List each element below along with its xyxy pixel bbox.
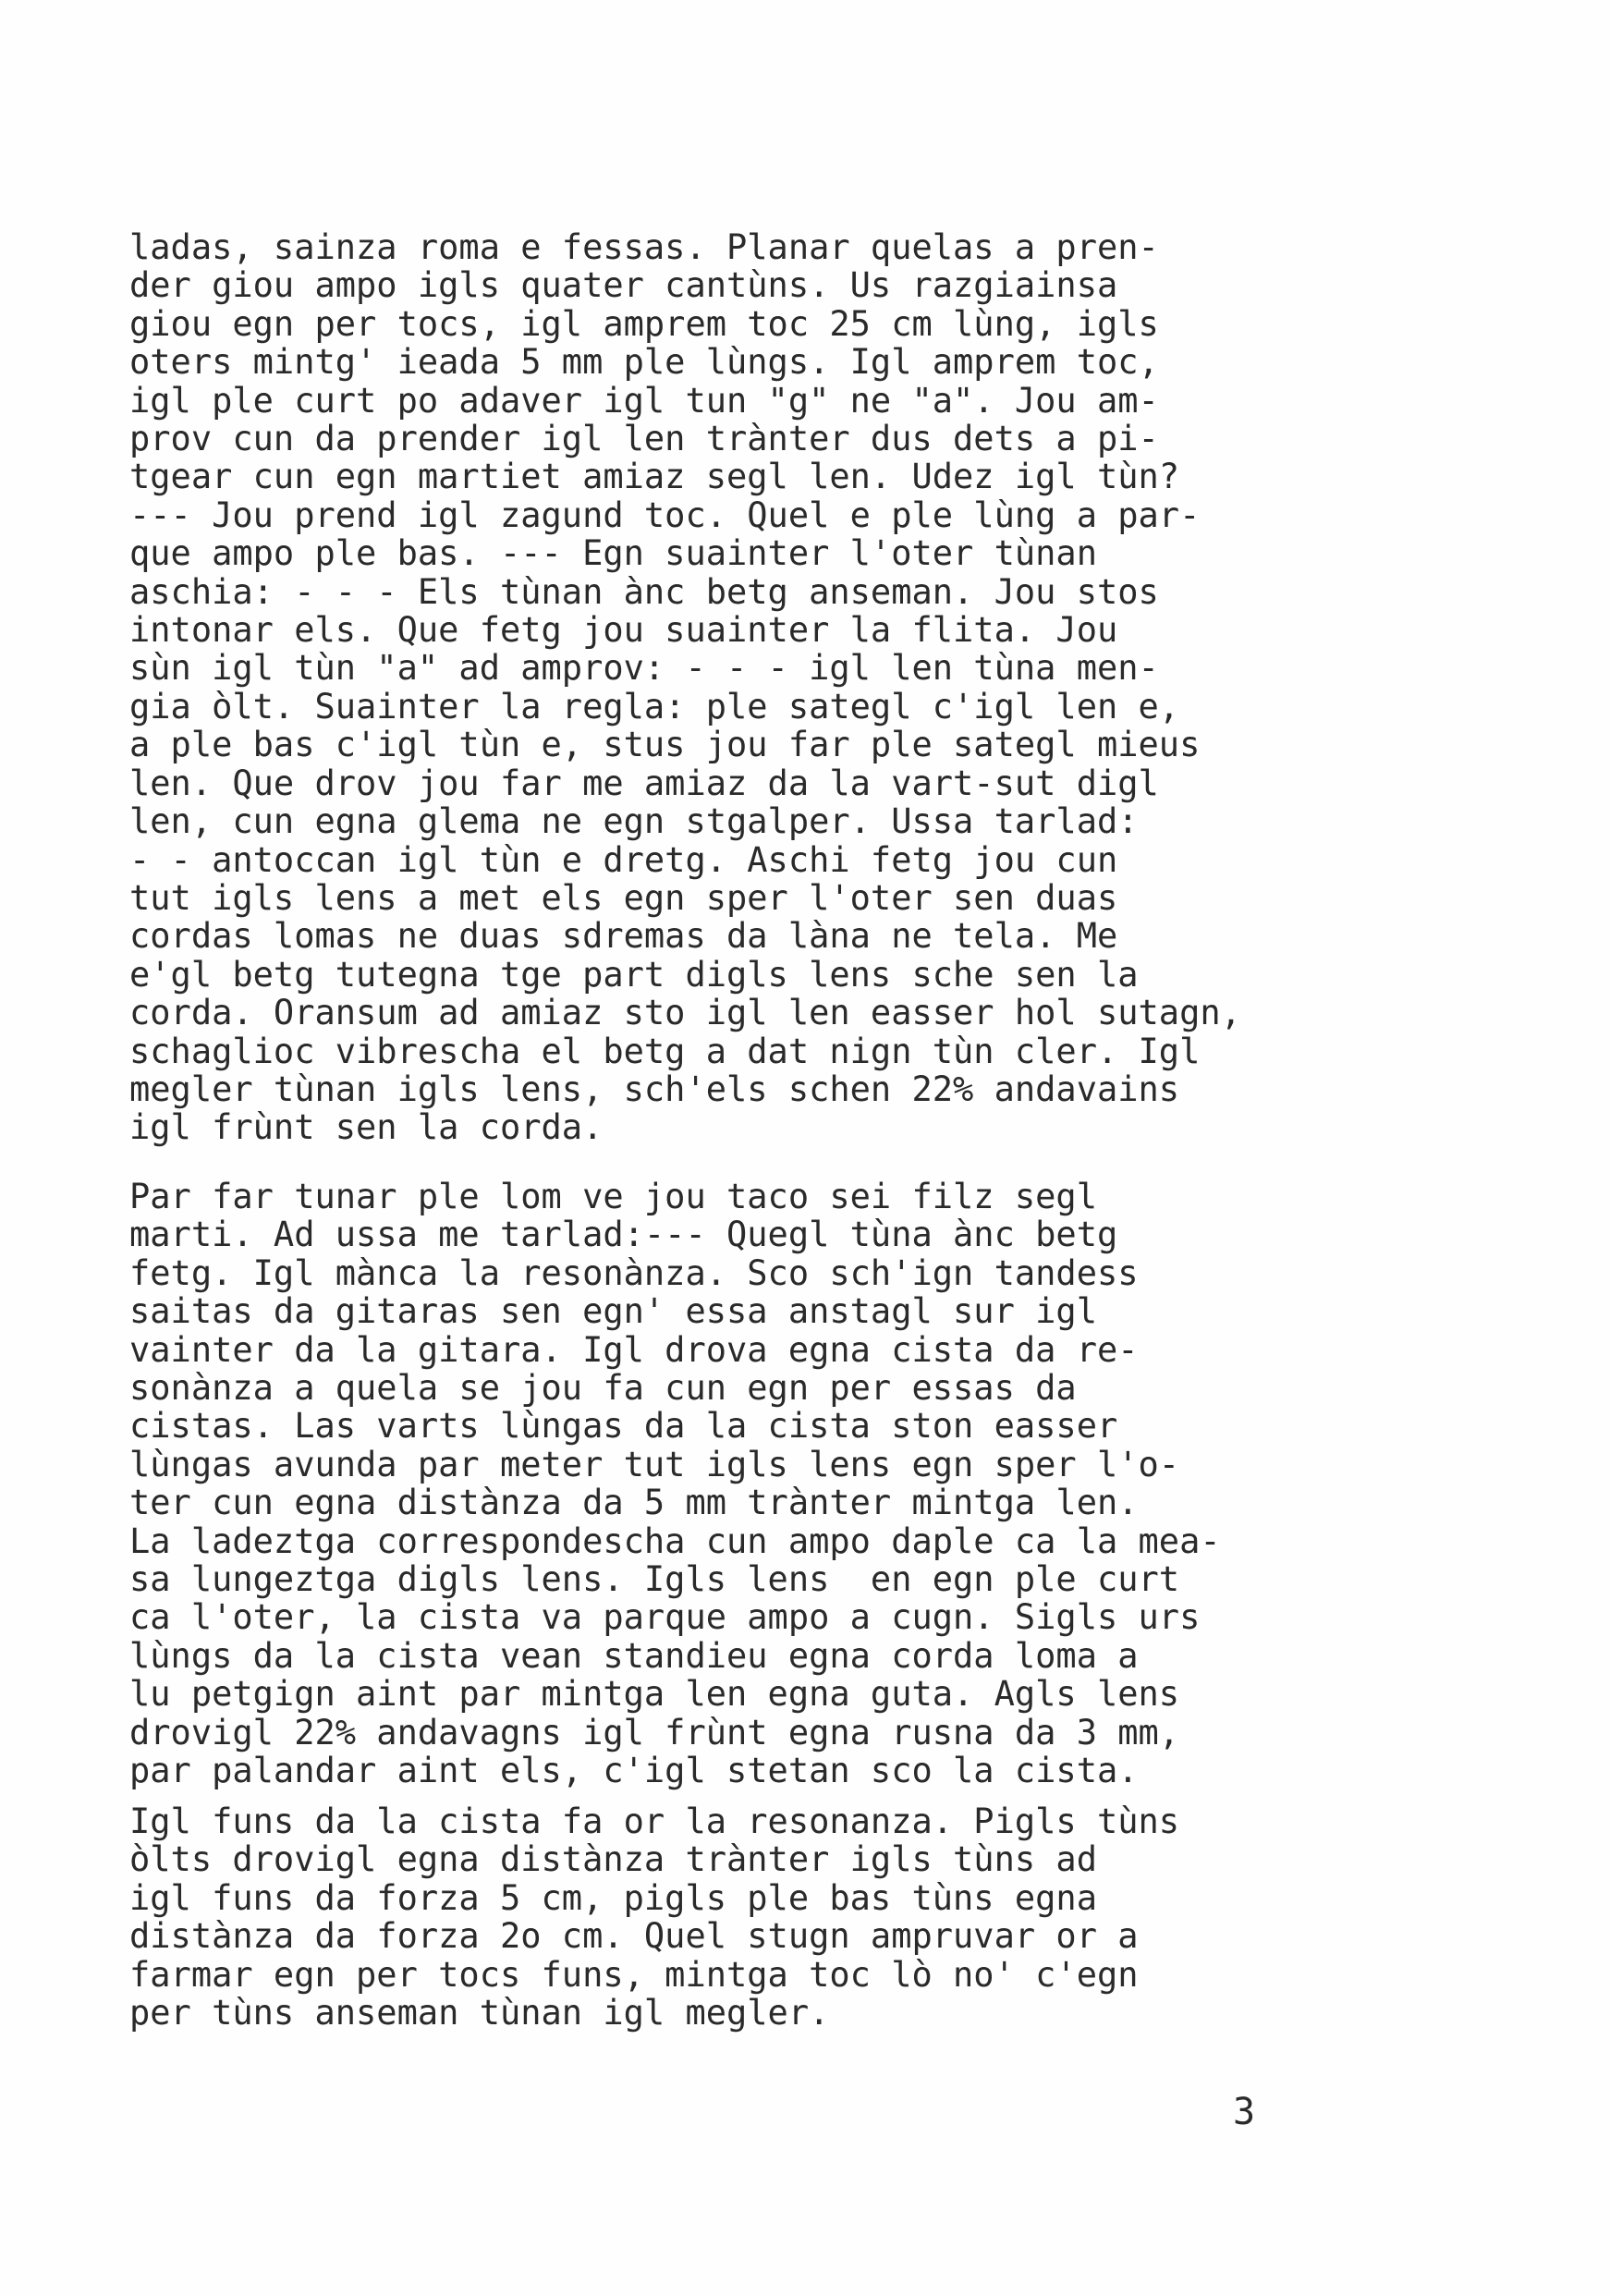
paragraph-1: ladas, sainza roma e fessas. Planar quelas a pren- der giou ampo igls quater cantùns. Us razgiainsa giou egn per tocs, igl amprem toc 25 cm lùng, igls oters mintg' ieada 5 mm ple lùngs. Igl amprem toc, igl ple curt po adaver igl tun "g" ne "a". Jou am- prov cun da prender igl len trànter dus dets a pi- tgear cun egn martiet amiaz segl len. Udez igl tùn? --- Jou prend igl zagund toc. Quel e ple lùng a par- que ampo ple bas. --- Egn suainter l'oter tùnan aschia: - - - Els tùnan ànc betg anseman. Jou stos intonar els. Que fetg jou suainter la flita. Jou sùn igl tùn "a" ad amprov: - - - igl len tùna men- gia òlt. Suainter la regla: ple sategl c'igl len e, a ple bas c'igl tùn e, stus jou far ple sategl mieus len. Que drov jou far me amiaz da la vart-sut digl len, cun egna glema ne egn stgalper. Ussa tarlad: - - antoccan igl tùn e dretg. Aschi fetg jou cun tut igls lens a met els egn sper l'oter sen duas cordas lomas ne duas sdremas da làna ne tela. Me e'gl betg tutegna tge part digls lens sche sen la corda. Oransum ad amiaz sto igl len easser hol sutagn, schaglioc vibrescha el betg a dat nign tùn cler. Igl megler tùnan igls lens, sch'els schen 22% andavains igl frùnt sen la corda. [129, 227, 1241, 1148]
page-number: 3 [1233, 2091, 1256, 2133]
paragraph-2: Par far tunar ple lom ve jou taco sei filz segl marti. Ad ussa me tarlad:--- Quegl tùna ànc betg fetg. Igl mànca la resonànza. Sco sch'ign tandess saitas da gitaras sen egn' essa anstagl sur igl vainter da la gitara. Igl drova egna cista da re- sonànza a quela se jou fa cun egn per essas da cistas. Las varts lùngas da la cista ston easser lùngas avunda par meter tut igls lens egn sper l'o- ter cun egna distànza da 5 mm trànter mintga len. La ladeztga correspondescha cun ampo daple ca la mea- sa lungeztga digls lens. Igls lens en egn ple curt ca l'oter, la cista va parque ampo a cugn. Sigls urs lùngs da la cista vean standieu egna corda loma a lu petgign aint par mintga len egna guta. Agls lens drovigl 22% andavagns igl frùnt egna rusna da 3 mm, par palandar aint els, c'igl stetan sco la cista. [129, 1177, 1221, 1791]
paragraph-3: Igl funs da la cista fa or la resonanza. Pigls tùns òlts drovigl egna distànza trànter igls tùns ad igl funs da forza 5 cm, pigls ple bas tùns egna distànza da forza 2o cm. Quel stugn ampruvar or a farmar egn per tocs funs, mintga toc lò no' c'egn per tùns anseman tùnan igl megler. [129, 1801, 1180, 2033]
